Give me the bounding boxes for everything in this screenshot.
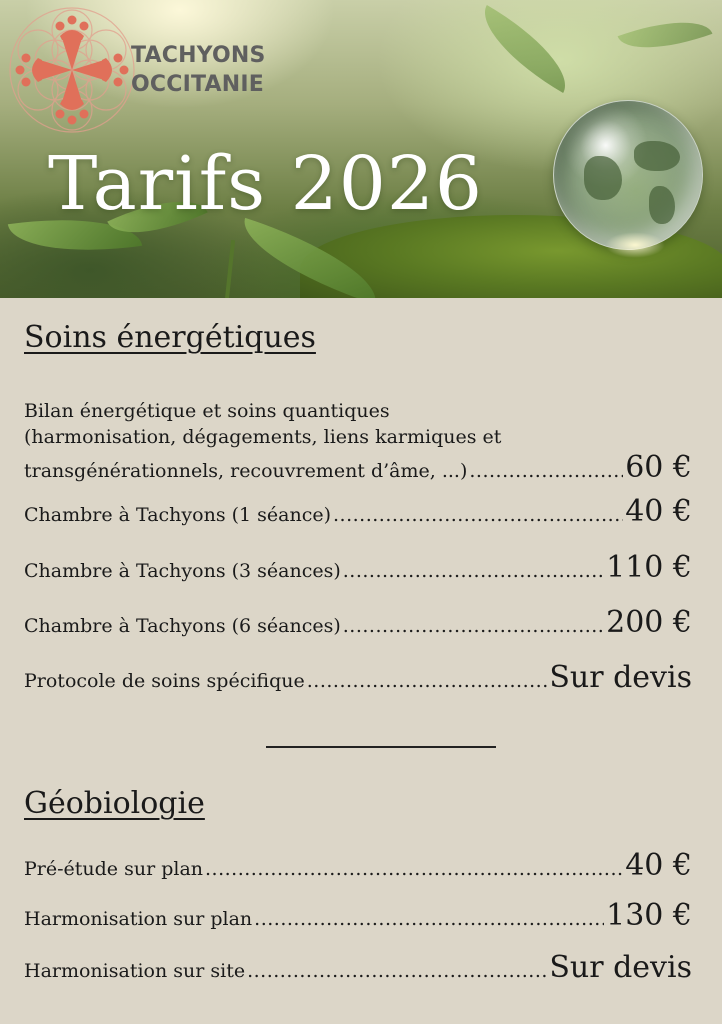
price-line <box>24 898 692 933</box>
price-row-harmonisation-plan <box>24 898 692 933</box>
plant-stem-decoration <box>225 240 235 298</box>
item-price: Sur devis <box>549 950 692 985</box>
dot-leader <box>254 908 604 930</box>
item-price: 40 € <box>625 848 692 883</box>
dot-leader <box>307 670 548 692</box>
price-line <box>24 450 692 485</box>
price-list-content <box>0 298 722 1024</box>
globe-land <box>649 186 675 224</box>
item-price: Sur devis <box>549 660 692 695</box>
dot-leader <box>343 560 604 582</box>
section-title-soins: Soins énergétiques <box>24 320 316 355</box>
item-price: 60 € <box>625 450 692 485</box>
price-line <box>24 660 692 695</box>
price-row-chambre-1 <box>24 494 692 529</box>
section-title-geobiologie: Géobiologie <box>24 786 205 821</box>
item-label: Protocole de soins spécifique <box>24 670 305 692</box>
price-line <box>24 494 692 529</box>
leaf-decoration <box>618 6 713 65</box>
price-row-chambre-3 <box>24 550 692 585</box>
price-line <box>24 605 692 640</box>
price-line <box>24 550 692 585</box>
logo-text-line2: OCCITANIE <box>131 72 264 97</box>
page-title: Tarifs 2026 <box>48 141 483 227</box>
globe-glow <box>605 232 665 258</box>
item-label: Chambre à Tachyons (3 séances) <box>24 560 341 582</box>
item-label: Chambre à Tachyons (6 séances) <box>24 615 341 637</box>
item-price: 110 € <box>606 550 692 585</box>
dot-leader <box>469 460 623 482</box>
price-row-protocole <box>24 660 692 695</box>
leaf-decoration <box>468 5 582 93</box>
dot-leader <box>343 615 604 637</box>
price-row-chambre-6 <box>24 605 692 640</box>
item-price: 130 € <box>606 898 692 933</box>
price-row-harmonisation-site <box>24 950 692 985</box>
item-label-line: (harmonisation, dégagements, liens karmiques et <box>24 426 502 448</box>
price-line <box>24 950 692 985</box>
item-label: Pré-étude sur plan <box>24 858 204 880</box>
occitan-cross-logo-icon <box>0 0 140 140</box>
item-label-line: Bilan énergétique et soins quantiques <box>24 400 390 422</box>
item-price: 200 € <box>606 605 692 640</box>
header-nature-image <box>0 0 722 298</box>
glass-globe-image <box>553 100 703 250</box>
item-label: transgénérationnels, recouvrement d’âme, ...) <box>24 460 468 482</box>
dot-leader <box>247 960 547 982</box>
globe-land <box>584 156 622 200</box>
dot-leader <box>205 858 623 880</box>
price-line <box>24 848 692 883</box>
item-label: Harmonisation sur plan <box>24 908 253 930</box>
dot-leader <box>333 504 623 526</box>
price-row-pre-etude <box>24 848 692 883</box>
globe-land <box>634 141 680 171</box>
price-row-bilan <box>24 398 692 485</box>
item-price: 40 € <box>625 494 692 529</box>
item-label: Chambre à Tachyons (1 séance) <box>24 504 332 526</box>
section-divider <box>266 746 496 748</box>
logo-text-line1: TACHYONS <box>131 43 266 68</box>
item-label: Harmonisation sur site <box>24 960 246 982</box>
